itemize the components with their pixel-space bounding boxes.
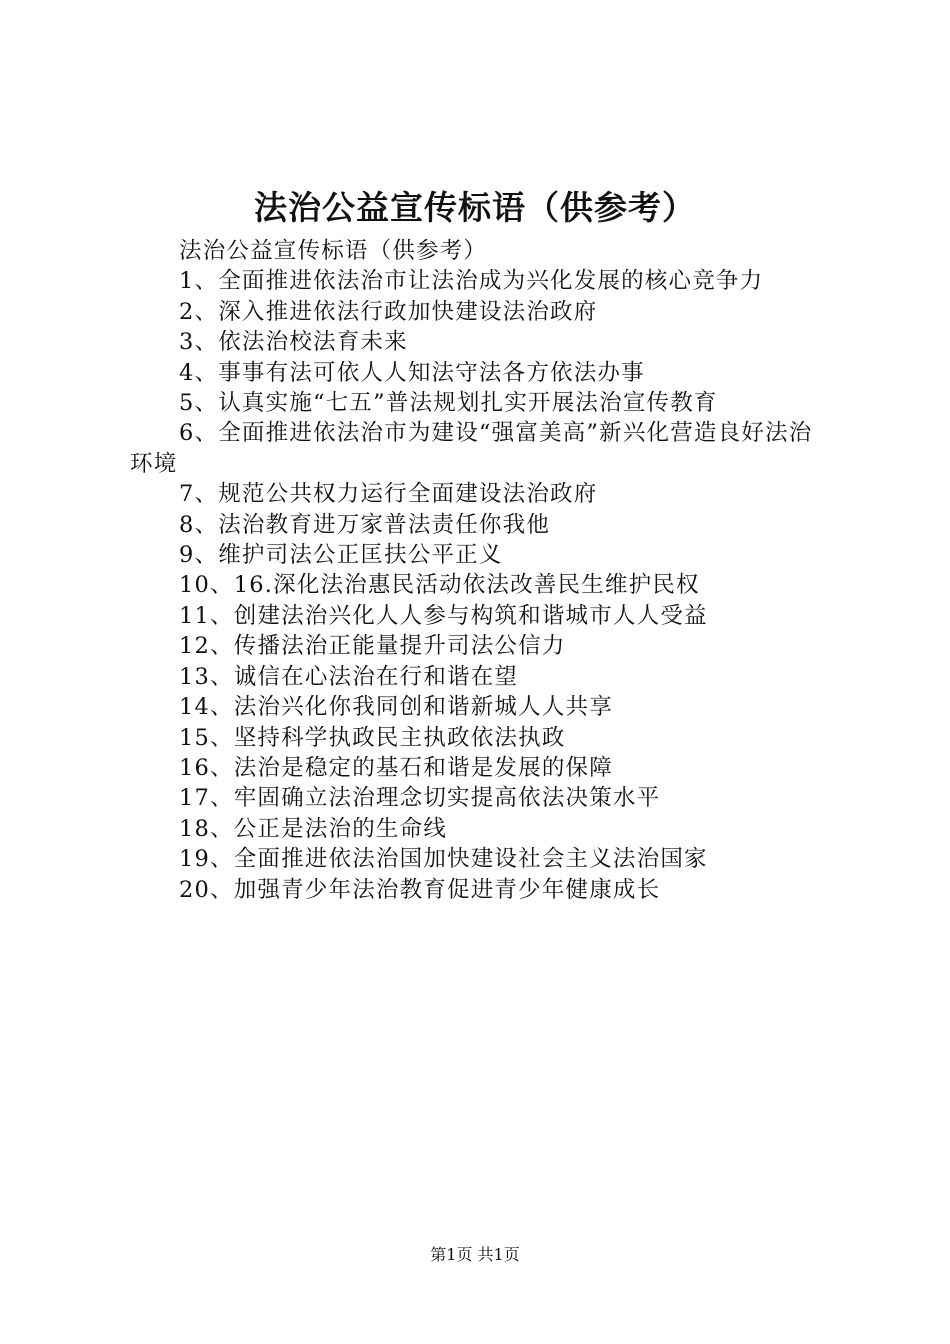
slogan-item: 7、规范公共权力运行全面建设法治政府	[179, 481, 598, 508]
slogan-item: 13、诚信在心法治在行和谐在望	[179, 663, 519, 690]
paragraph-subtitle: 法治公益宣传标语（供参考）	[179, 238, 488, 264]
slogan-item: 4、事事有法可依人人知法守法各方依法办事	[179, 359, 645, 386]
slogan-item: 9、维护司法公正匡扶公平正义	[179, 542, 503, 569]
slogan-item: 17、牢固确立法治理念切实提高依法决策水平	[179, 785, 661, 812]
page-footer: 第1页 共1页	[430, 1245, 520, 1264]
slogan-item: 5、认真实施“七五”普法规划扎实开展法治宣传教育	[179, 390, 718, 417]
slogan-item: 12、传播法治正能量提升司法公信力	[179, 633, 566, 660]
document-body	[130, 236, 830, 905]
slogan-item: 18、公正是法治的生命线	[179, 815, 448, 842]
slogan-item: 20、加强青少年法治教育促进青少年健康成长	[179, 876, 661, 903]
slogan-item: 15、坚持科学执政民主执政依法执政	[179, 724, 566, 751]
slogan-item: 16、法治是稳定的基石和谐是发展的保障	[179, 754, 613, 781]
slogan-item: 8、法治教育进万家普法责任你我他	[179, 511, 551, 538]
slogan-item: 14、法治兴化你我同创和谐新城人人共享	[179, 694, 613, 721]
slogan-item: 3、依法治校法育未来	[179, 329, 408, 356]
slogan-item: 1、全面推进依法治市让法治成为兴化发展的核心竞争力	[179, 268, 764, 295]
slogan-item: 10、16.深化法治惠民活动依法改善民生维护民权	[179, 572, 700, 599]
slogan-item: 2、深入推进依法行政加快建设法治政府	[179, 298, 598, 325]
slogan-item: 19、全面推进依法治国加快建设社会主义法治国家	[179, 846, 708, 873]
slogan-item: 6、全面推进依法治市为建设“强富美高”新兴化营造良好法治环境	[130, 420, 813, 477]
slogan-item: 11、创建法治兴化人人参与构筑和谐城市人人受益	[179, 602, 708, 629]
document-title: 法治公益宣传标语（供参考）	[254, 188, 696, 227]
